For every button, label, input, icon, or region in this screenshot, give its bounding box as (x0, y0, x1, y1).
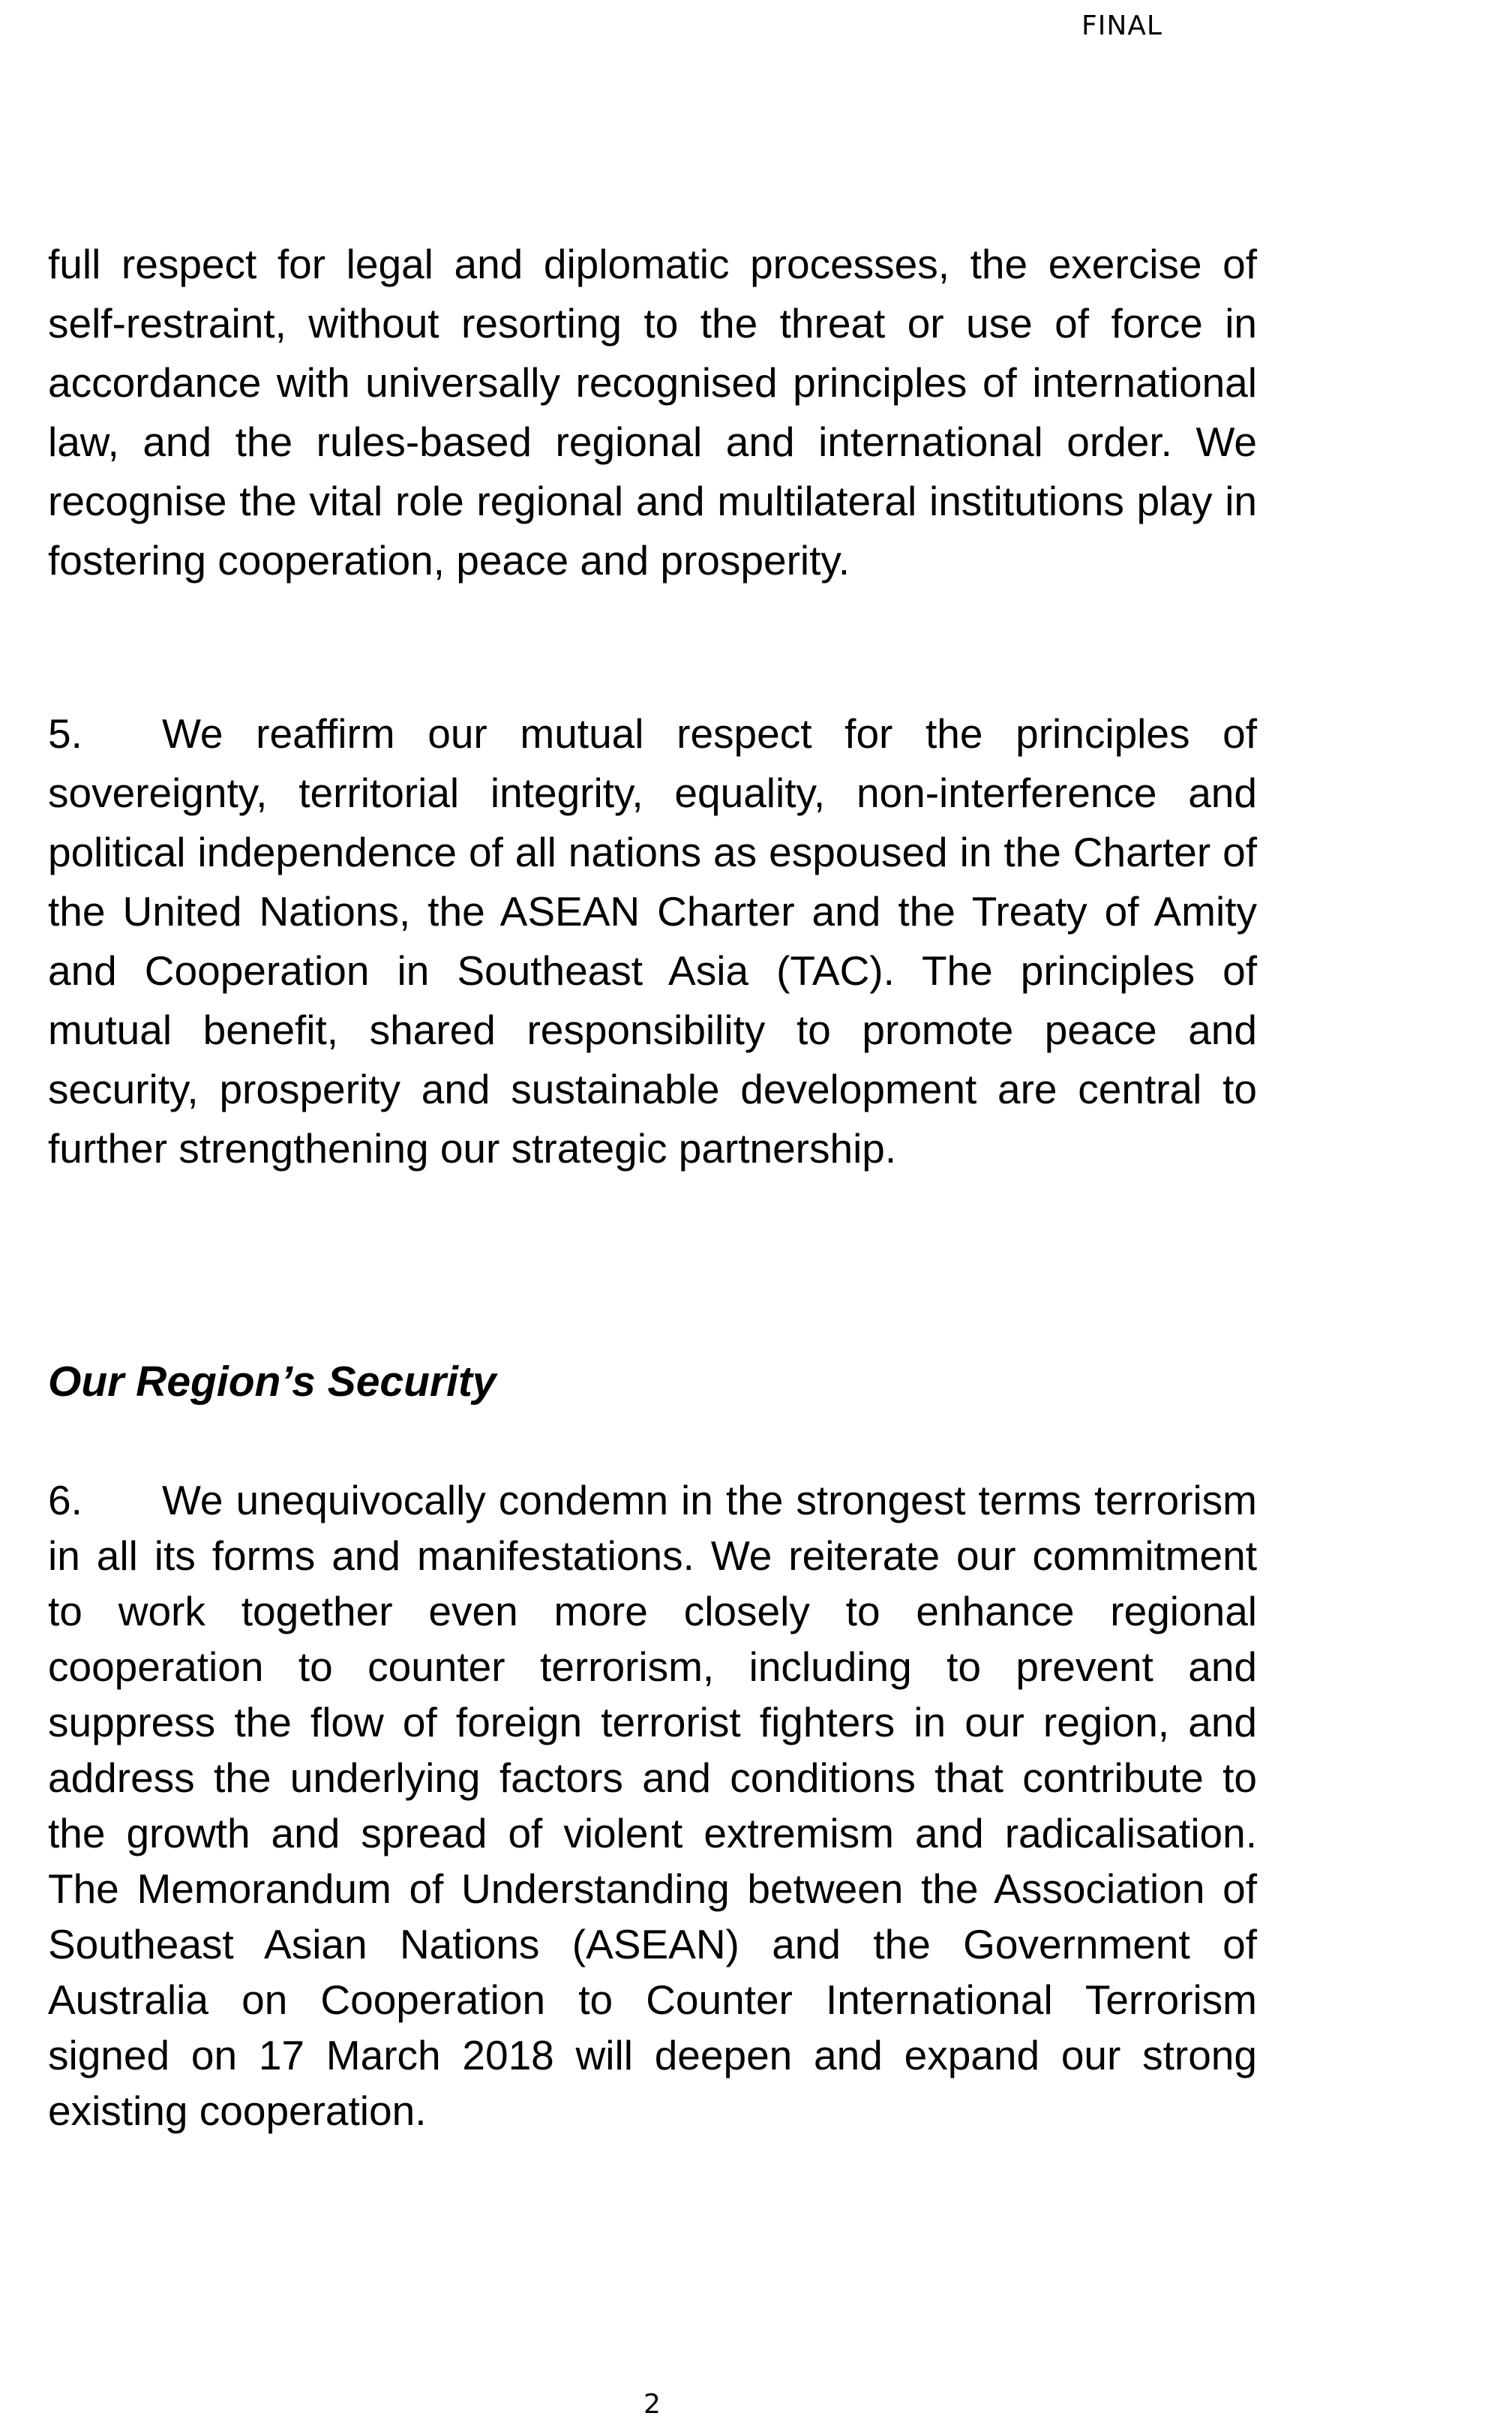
section-heading-security: Our Region’s Security (48, 1358, 496, 1406)
paragraph-5-text: We reaffirm our mutual respect for the principles of sovereignty, territorial integrity, equality, non-interference and political independence of all nations as espoused in the Charter of the United Nations, the ASEAN Charter and the Treaty of Amity and Cooperation in Southeast Asia (TAC). The principles of mutual benefit, shared responsibility to promote peace and security, prosperity and sustainable development are central to further strengthening our strategic partnership. (48, 710, 1257, 1172)
paragraph-5 (48, 704, 1257, 1178)
paragraph-5-number: 5. (48, 710, 82, 757)
paragraph-6-text: We unequivocally condemn in the strongest terms terrorism in all its forms and manifestations. We reiterate our commitment to work together even more closely to enhance regional cooperation to counter terrorism, including to prevent and suppress the flow of foreign terrorist fighters in our region, and address the underlying factors and conditions that contribute to the growth and spread of violent extremism and radicalisation. The Memorandum of Understanding between the Association of Southeast Asian Nations (ASEAN) and the Government of Australia on Cooperation to Counter International Terrorism signed on 17 March 2018 will deepen and expand our strong existing cooperation. (48, 1477, 1257, 2134)
document-status-mark: FINAL (1082, 11, 1162, 41)
paragraph-continued: full respect for legal and diplomatic processes, the exercise of self-restraint, without resorting to the threat or use of force in accordance with universally recognised principles of international law, and the rules-based regional and international order. We recognise the vital role regional and multilateral institutions play in fostering cooperation, peace and prosperity. (48, 241, 1257, 584)
paragraph-6 (48, 1472, 1257, 2138)
paragraph-6-number: 6. (48, 1477, 82, 1523)
page-number: 2 (644, 2389, 661, 2420)
